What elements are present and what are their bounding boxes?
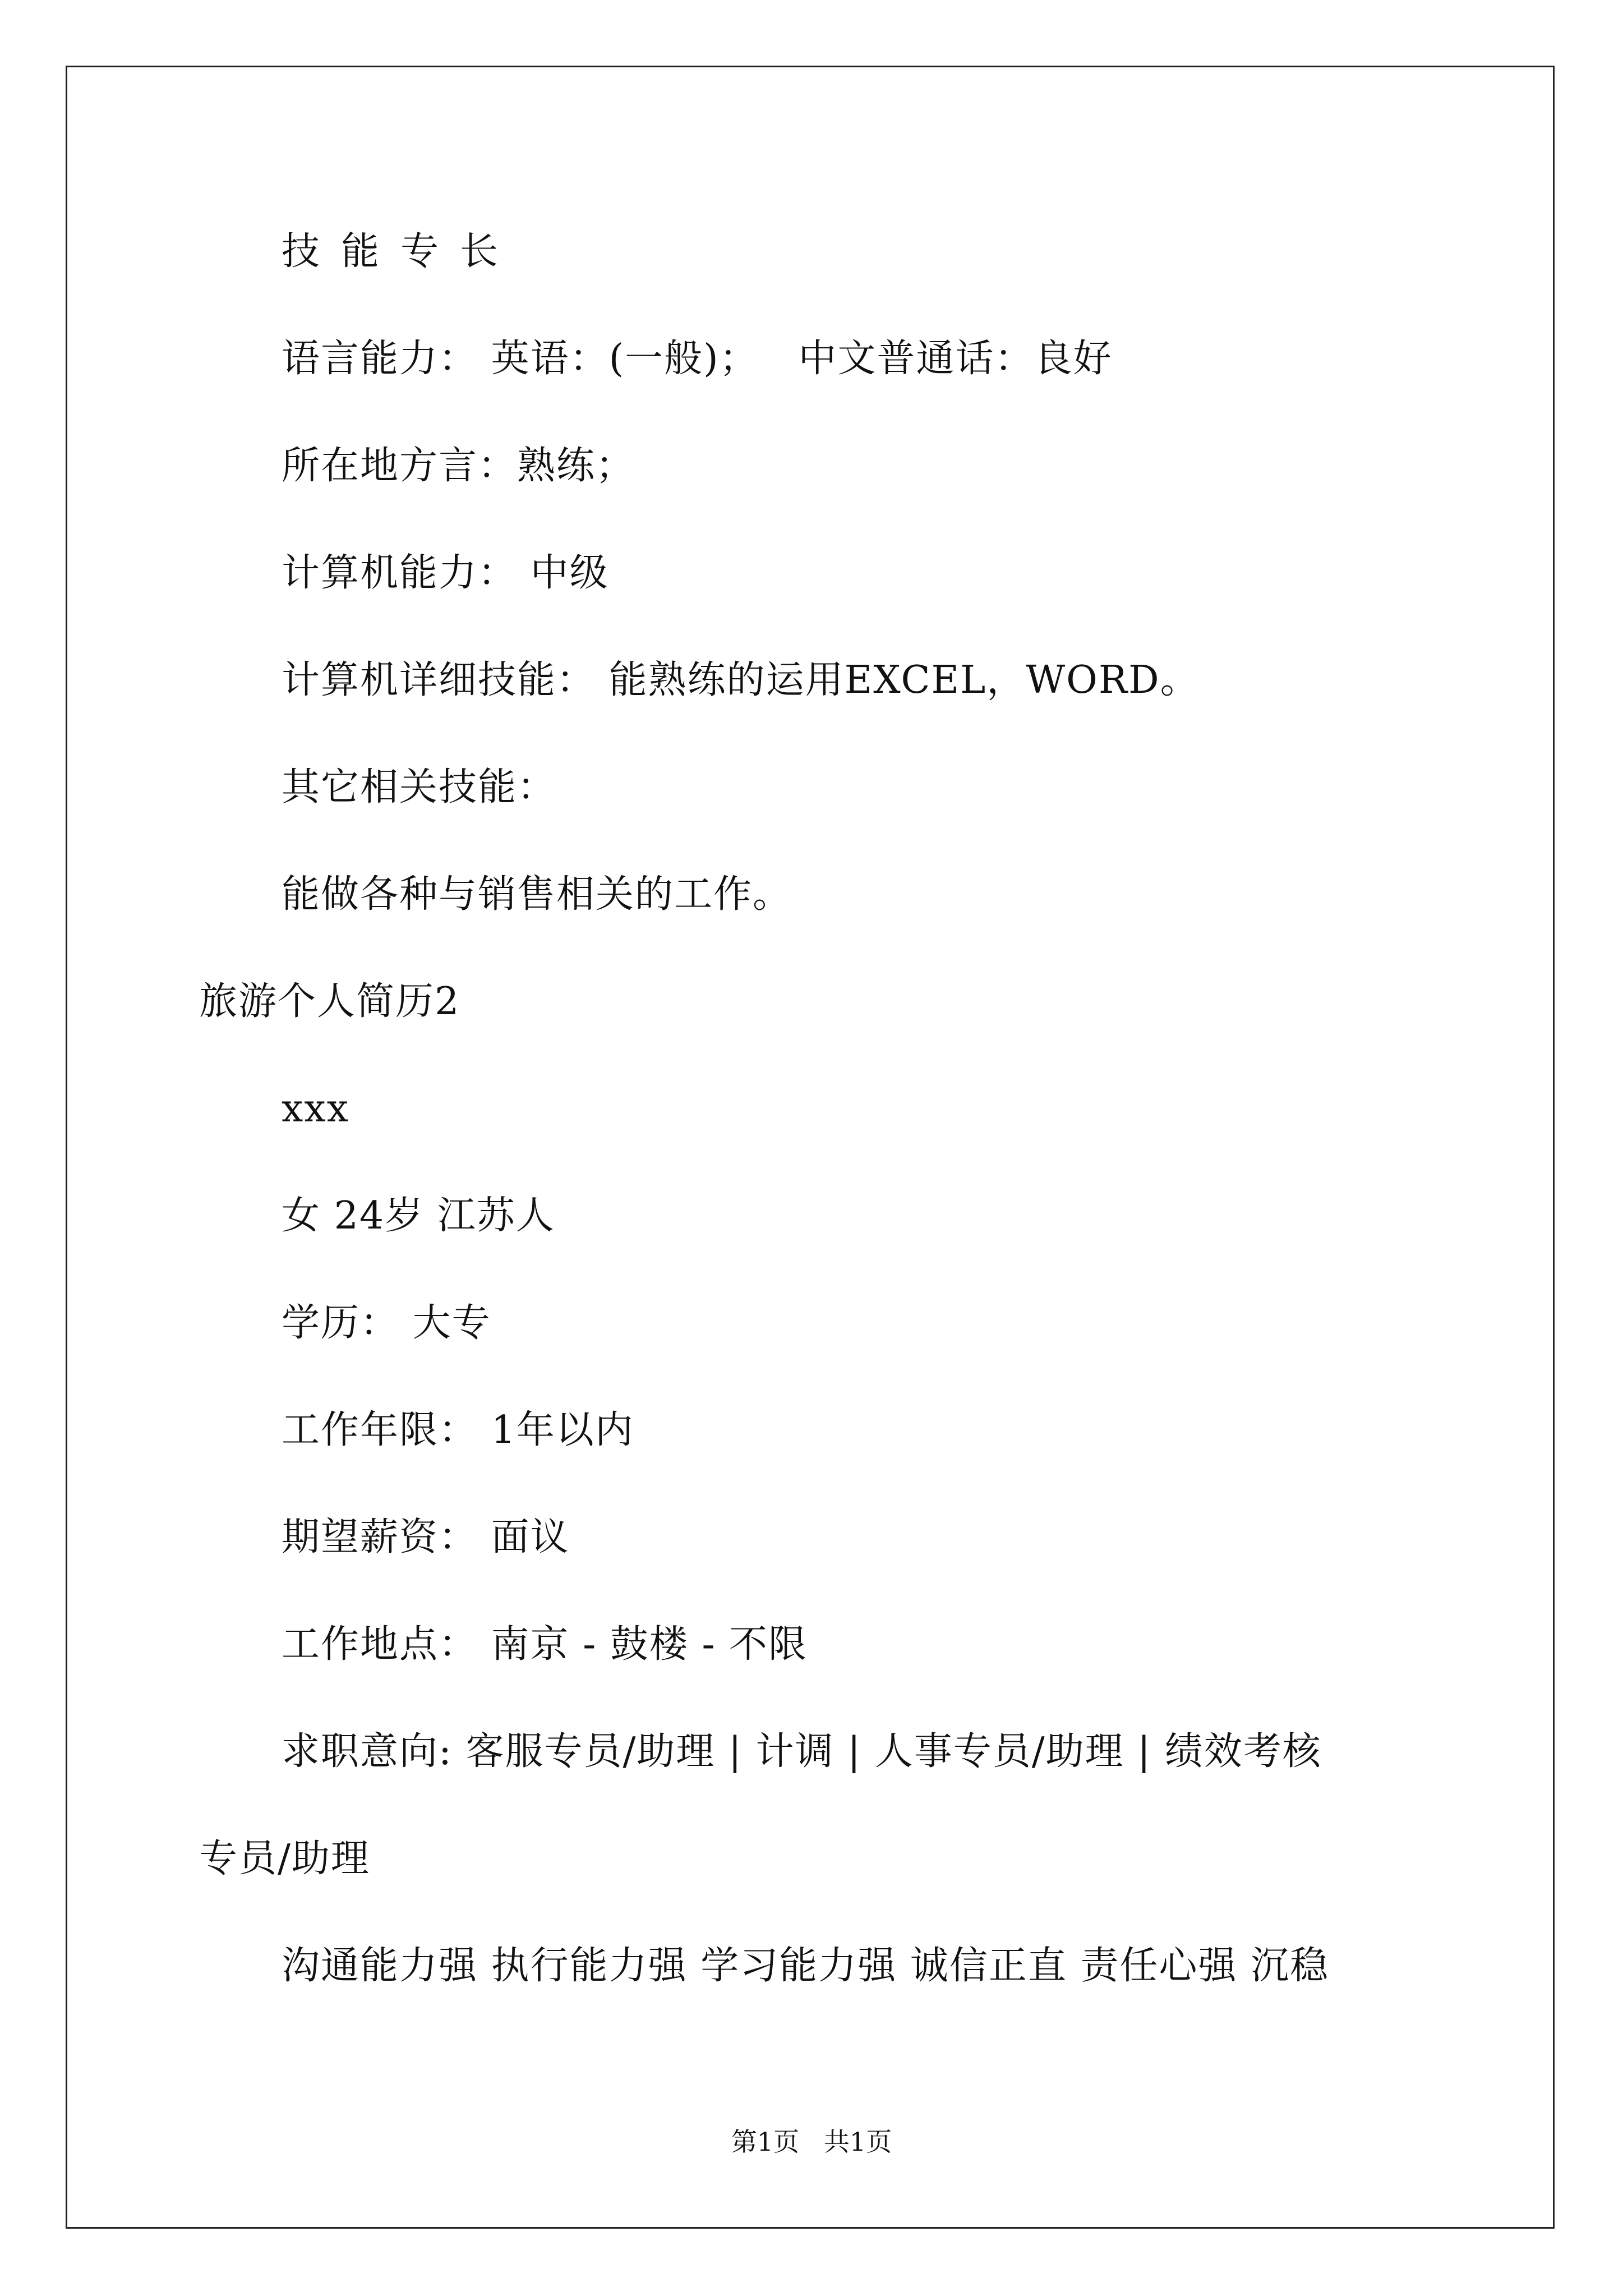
computer-skills-line: 计算机详细技能： 能熟练的运用EXCEL，WORD。 (282, 658, 1200, 702)
page-border (66, 66, 1555, 2229)
job-intention-line: 求职意向: 客服专员/助理 | 计调 | 人事专员/助理 | 绩效考核 (282, 1729, 1322, 1774)
other-skills-label: 其它相关技能： (282, 765, 557, 809)
education-line: 学历： 大专 (282, 1301, 491, 1345)
work-location-line: 工作地点： 南京 - 鼓楼 - 不限 (282, 1622, 808, 1667)
dialect-line: 所在地方言：熟练； (282, 444, 635, 488)
expected-salary-line: 期望薪资： 面议 (282, 1515, 570, 1559)
page-footer: 第1页 共1页 (731, 2127, 892, 2157)
other-skills-text: 能做各种与销售相关的工作。 (282, 872, 792, 917)
candidate-basic-info: 女 24岁 江苏人 (282, 1194, 555, 1238)
language-ability-line: 语言能力： 英语：(一般)； 中文普通话：良好 (282, 337, 1113, 381)
strengths-line: 沟通能力强 执行能力强 学习能力强 诚信正直 责任心强 沉稳 (282, 1944, 1330, 1988)
candidate-name: xxx (282, 1087, 350, 1131)
section-heading-skills: 技能专长 (282, 229, 520, 274)
job-intention-continued: 专员/助理 (199, 1837, 370, 1881)
computer-ability-line: 计算机能力： 中级 (282, 551, 609, 595)
work-years-line: 工作年限： 1年以内 (282, 1408, 634, 1452)
resume-title: 旅游个人简历2 (199, 979, 460, 1024)
